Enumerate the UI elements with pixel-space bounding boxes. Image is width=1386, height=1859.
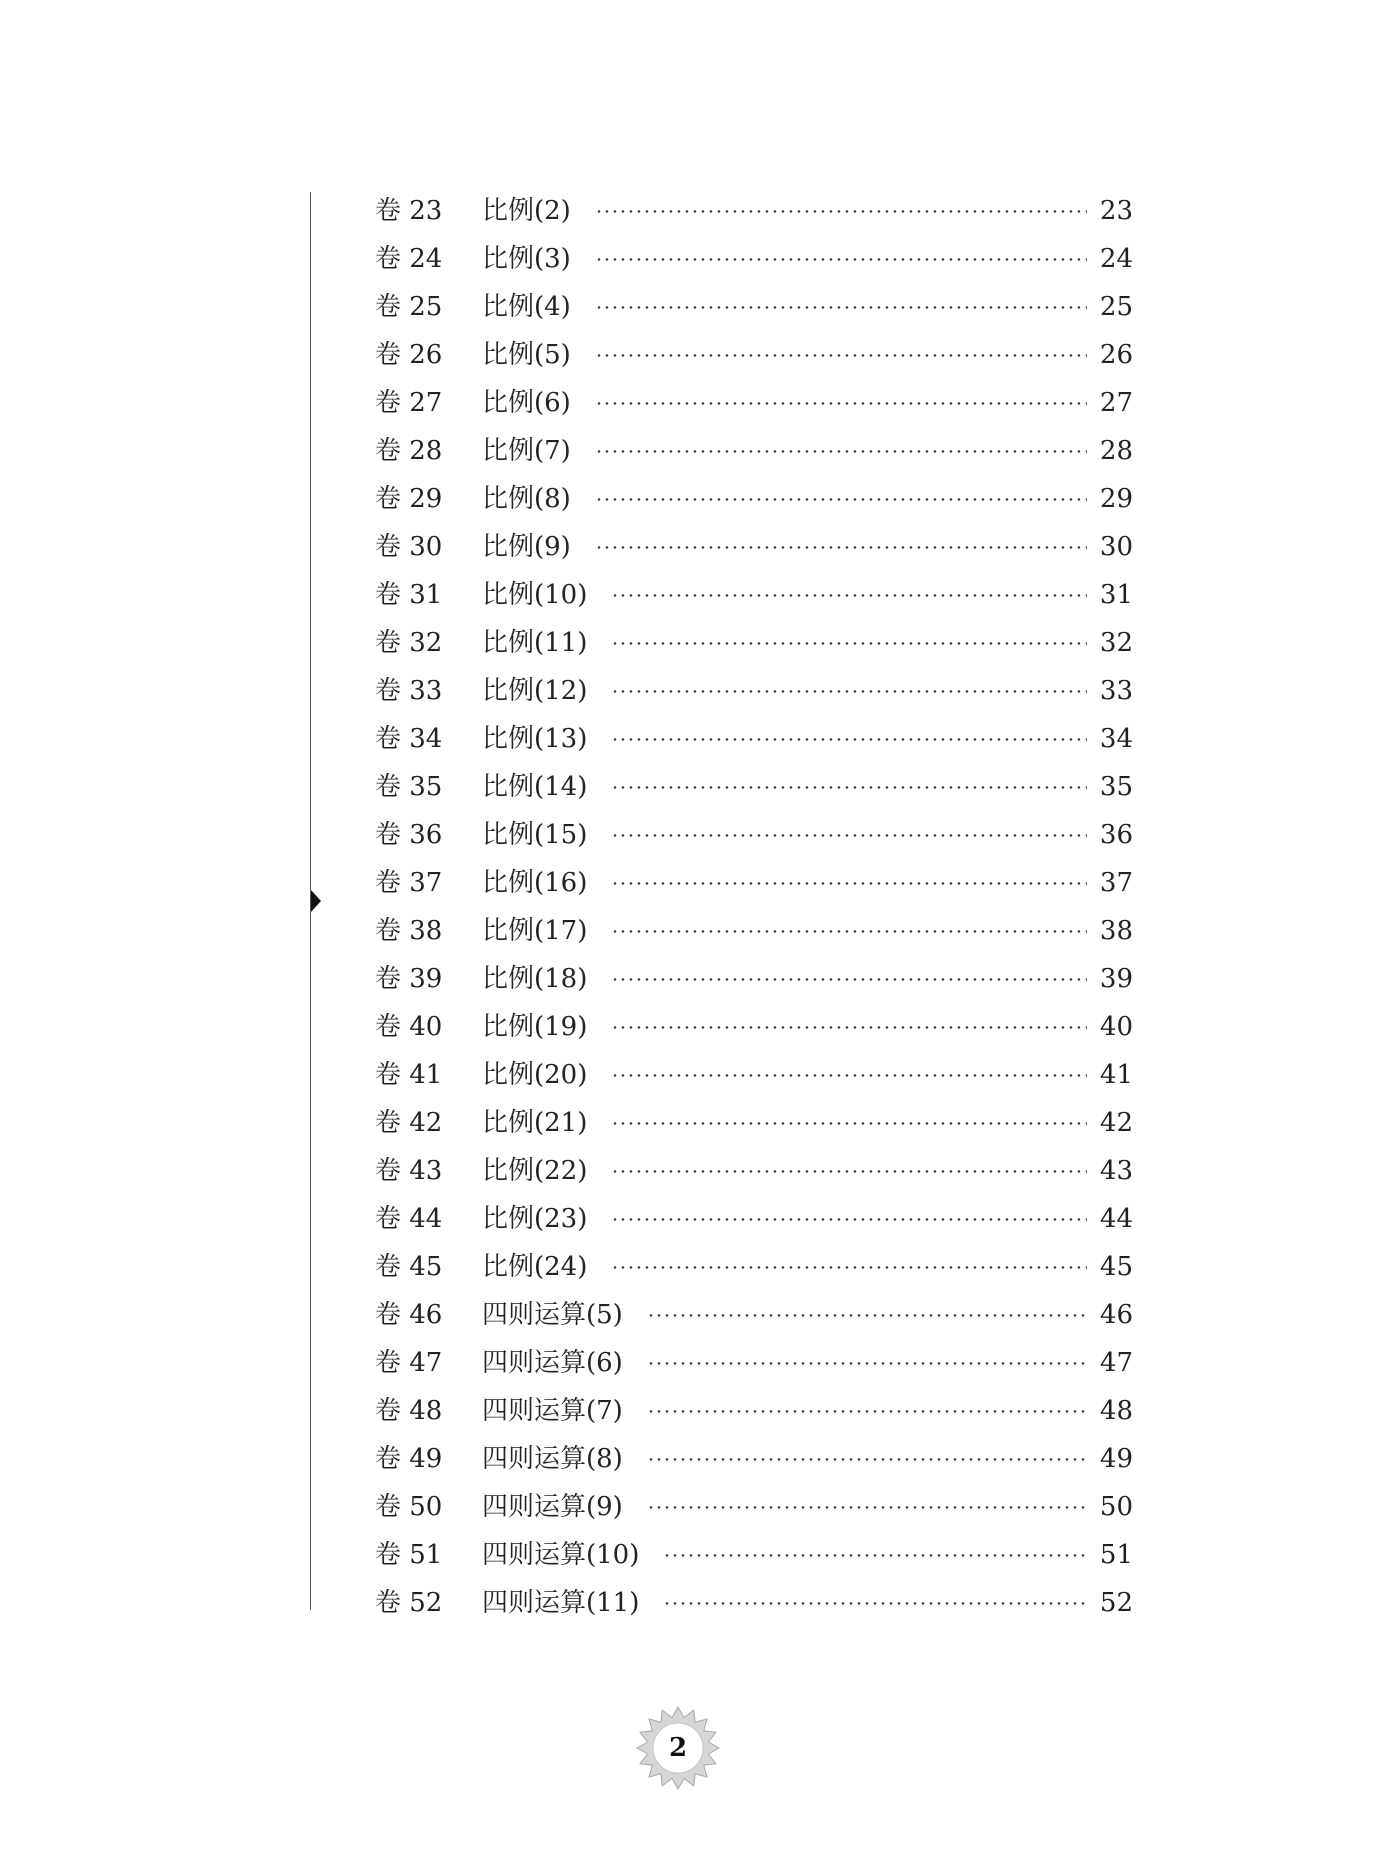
toc-entry-dot-leader <box>611 738 1087 741</box>
toc-entry-dot-leader <box>611 1266 1087 1269</box>
toc-entry-volume: 卷 32 <box>375 628 443 658</box>
toc-entry-volume: 卷 49 <box>375 1444 443 1474</box>
toc-entry-volume: 卷 27 <box>375 388 443 418</box>
toc-entry-title: 比例(11) <box>482 628 588 658</box>
page-number-badge <box>636 1706 720 1790</box>
toc-entry-volume: 卷 46 <box>375 1300 443 1330</box>
toc-entry-dot-leader <box>595 546 1087 549</box>
toc-entry-page: 47 <box>1099 1348 1133 1378</box>
table-of-contents <box>375 187 1133 1627</box>
toc-entry[interactable] <box>375 715 1133 763</box>
toc-entry-dot-leader <box>647 1458 1087 1461</box>
toc-entry[interactable] <box>375 1387 1133 1435</box>
toc-entry[interactable] <box>375 763 1133 811</box>
toc-entry-page: 24 <box>1099 244 1133 274</box>
toc-entry-dot-leader <box>647 1314 1087 1317</box>
toc-entry[interactable] <box>375 1147 1133 1195</box>
toc-entry[interactable] <box>375 1003 1133 1051</box>
toc-entry-title: 比例(24) <box>482 1252 588 1282</box>
toc-entry-page: 28 <box>1099 436 1133 466</box>
toc-entry-title: 四则运算(6) <box>482 1348 623 1378</box>
toc-entry-dot-leader <box>611 642 1087 645</box>
toc-entry-volume: 卷 37 <box>375 868 443 898</box>
toc-entry-page: 33 <box>1099 676 1133 706</box>
toc-entry[interactable] <box>375 475 1133 523</box>
toc-entry-page: 29 <box>1099 484 1133 514</box>
toc-entry-volume: 卷 43 <box>375 1156 443 1186</box>
toc-entry-page: 46 <box>1099 1300 1133 1330</box>
toc-entry-page: 52 <box>1099 1588 1133 1618</box>
toc-entry-title: 比例(8) <box>482 484 571 514</box>
toc-entry-page: 43 <box>1099 1156 1133 1186</box>
toc-entry[interactable] <box>375 427 1133 475</box>
toc-entry-volume: 卷 39 <box>375 964 443 994</box>
margin-triangle-marker-icon <box>311 890 321 912</box>
toc-entry-volume: 卷 29 <box>375 484 443 514</box>
toc-entry-volume: 卷 28 <box>375 436 443 466</box>
toc-entry-volume: 卷 35 <box>375 772 443 802</box>
toc-entry[interactable] <box>375 1531 1133 1579</box>
toc-entry-page: 26 <box>1099 340 1133 370</box>
toc-entry-volume: 卷 47 <box>375 1348 443 1378</box>
toc-entry-title: 比例(5) <box>482 340 571 370</box>
toc-entry-title: 四则运算(9) <box>482 1492 623 1522</box>
toc-entry-title: 比例(22) <box>482 1156 588 1186</box>
toc-entry-page: 42 <box>1099 1108 1133 1138</box>
toc-entry-title: 比例(20) <box>482 1060 588 1090</box>
toc-entry-page: 40 <box>1099 1012 1133 1042</box>
toc-entry[interactable] <box>375 187 1133 235</box>
toc-entry-dot-leader <box>595 498 1087 501</box>
toc-entry-dot-leader <box>595 450 1087 453</box>
toc-entry-title: 比例(21) <box>482 1108 588 1138</box>
toc-entry-dot-leader <box>611 1122 1087 1125</box>
toc-entry-dot-leader <box>595 354 1087 357</box>
toc-entry-page: 41 <box>1099 1060 1133 1090</box>
toc-entry-dot-leader <box>611 1026 1087 1029</box>
toc-entry-page: 36 <box>1099 820 1133 850</box>
toc-entry-page: 45 <box>1099 1252 1133 1282</box>
toc-entry-volume: 卷 25 <box>375 292 443 322</box>
toc-entry[interactable] <box>375 235 1133 283</box>
toc-entry[interactable] <box>375 1579 1133 1627</box>
toc-entry-dot-leader <box>663 1602 1087 1605</box>
toc-entry[interactable] <box>375 619 1133 667</box>
toc-entry[interactable] <box>375 859 1133 907</box>
toc-entry-title: 比例(13) <box>482 724 588 754</box>
toc-entry-dot-leader <box>611 834 1087 837</box>
toc-entry-title: 四则运算(8) <box>482 1444 623 1474</box>
toc-entry-page: 25 <box>1099 292 1133 322</box>
toc-entry[interactable] <box>375 1051 1133 1099</box>
toc-entry-dot-leader <box>595 402 1087 405</box>
toc-entry-dot-leader <box>611 594 1087 597</box>
toc-entry-title: 四则运算(7) <box>482 1396 623 1426</box>
toc-entry-volume: 卷 31 <box>375 580 443 610</box>
toc-entry-title: 比例(16) <box>482 868 588 898</box>
toc-entry-title: 四则运算(10) <box>482 1540 640 1570</box>
toc-entry[interactable] <box>375 667 1133 715</box>
toc-entry-title: 比例(12) <box>482 676 588 706</box>
toc-entry-page: 38 <box>1099 916 1133 946</box>
toc-entry[interactable] <box>375 1483 1133 1531</box>
toc-entry-volume: 卷 34 <box>375 724 443 754</box>
toc-entry-title: 比例(7) <box>482 436 571 466</box>
toc-entry-page: 44 <box>1099 1204 1133 1234</box>
toc-entry-title: 比例(9) <box>482 532 571 562</box>
toc-entry-dot-leader <box>647 1362 1087 1365</box>
toc-entry-volume: 卷 52 <box>375 1588 443 1618</box>
toc-entry-volume: 卷 26 <box>375 340 443 370</box>
toc-entry-page: 30 <box>1099 532 1133 562</box>
toc-entry-title: 比例(18) <box>482 964 588 994</box>
toc-entry-title: 比例(2) <box>482 196 571 226</box>
toc-entry-dot-leader <box>611 1170 1087 1173</box>
toc-entry[interactable] <box>375 283 1133 331</box>
toc-entry-dot-leader <box>611 690 1087 693</box>
toc-entry-volume: 卷 36 <box>375 820 443 850</box>
page-number: 2 <box>668 1733 688 1763</box>
toc-entry-volume: 卷 45 <box>375 1252 443 1282</box>
toc-entry-dot-leader <box>611 882 1087 885</box>
toc-entry-volume: 卷 30 <box>375 532 443 562</box>
toc-entry[interactable] <box>375 1339 1133 1387</box>
toc-entry-page: 27 <box>1099 388 1133 418</box>
toc-entry-dot-leader <box>595 210 1087 213</box>
toc-entry[interactable] <box>375 571 1133 619</box>
toc-entry-title: 比例(4) <box>482 292 571 322</box>
toc-entry-title: 比例(14) <box>482 772 588 802</box>
toc-entry[interactable] <box>375 523 1133 571</box>
toc-entry-page: 23 <box>1099 196 1133 226</box>
toc-entry-dot-leader <box>663 1554 1087 1557</box>
toc-entry-dot-leader <box>611 786 1087 789</box>
toc-entry-page: 39 <box>1099 964 1133 994</box>
toc-entry-dot-leader <box>647 1410 1087 1413</box>
toc-entry-dot-leader <box>595 258 1087 261</box>
toc-entry-title: 四则运算(5) <box>482 1300 623 1330</box>
toc-entry-volume: 卷 38 <box>375 916 443 946</box>
toc-entry-title: 比例(17) <box>482 916 588 946</box>
toc-entry-title: 比例(3) <box>482 244 571 274</box>
toc-entry-volume: 卷 41 <box>375 1060 443 1090</box>
toc-entry-volume: 卷 23 <box>375 196 443 226</box>
toc-entry[interactable] <box>375 1243 1133 1291</box>
toc-entry-page: 35 <box>1099 772 1133 802</box>
toc-entry-page: 34 <box>1099 724 1133 754</box>
toc-entry[interactable] <box>375 955 1133 1003</box>
toc-entry[interactable] <box>375 811 1133 859</box>
toc-entry[interactable] <box>375 331 1133 379</box>
toc-entry-title: 四则运算(11) <box>482 1588 640 1618</box>
toc-entry-title: 比例(19) <box>482 1012 588 1042</box>
toc-entry-page: 48 <box>1099 1396 1133 1426</box>
toc-entry-dot-leader <box>595 306 1087 309</box>
toc-entry[interactable] <box>375 1435 1133 1483</box>
toc-entry[interactable] <box>375 907 1133 955</box>
toc-entry-page: 49 <box>1099 1444 1133 1474</box>
toc-entry-volume: 卷 42 <box>375 1108 443 1138</box>
toc-entry[interactable] <box>375 379 1133 427</box>
toc-entry-page: 37 <box>1099 868 1133 898</box>
toc-entry[interactable] <box>375 1291 1133 1339</box>
toc-entry-volume: 卷 48 <box>375 1396 443 1426</box>
toc-entry[interactable] <box>375 1195 1133 1243</box>
toc-entry-page: 51 <box>1099 1540 1133 1570</box>
toc-entry-page: 50 <box>1099 1492 1133 1522</box>
toc-entry-volume: 卷 24 <box>375 244 443 274</box>
toc-entry-title: 比例(15) <box>482 820 588 850</box>
toc-entry-title: 比例(23) <box>482 1204 588 1234</box>
toc-entry-dot-leader <box>611 1218 1087 1221</box>
toc-entry-dot-leader <box>611 930 1087 933</box>
toc-entry-page: 31 <box>1099 580 1133 610</box>
toc-entry-volume: 卷 44 <box>375 1204 443 1234</box>
toc-entry-dot-leader <box>647 1506 1087 1509</box>
toc-entry-dot-leader <box>611 978 1087 981</box>
toc-entry-dot-leader <box>611 1074 1087 1077</box>
toc-entry-title: 比例(10) <box>482 580 588 610</box>
toc-entry-page: 32 <box>1099 628 1133 658</box>
toc-entry-volume: 卷 40 <box>375 1012 443 1042</box>
toc-entry-title: 比例(6) <box>482 388 571 418</box>
toc-entry-volume: 卷 33 <box>375 676 443 706</box>
toc-entry[interactable] <box>375 1099 1133 1147</box>
toc-entry-volume: 卷 51 <box>375 1540 443 1570</box>
toc-entry-volume: 卷 50 <box>375 1492 443 1522</box>
